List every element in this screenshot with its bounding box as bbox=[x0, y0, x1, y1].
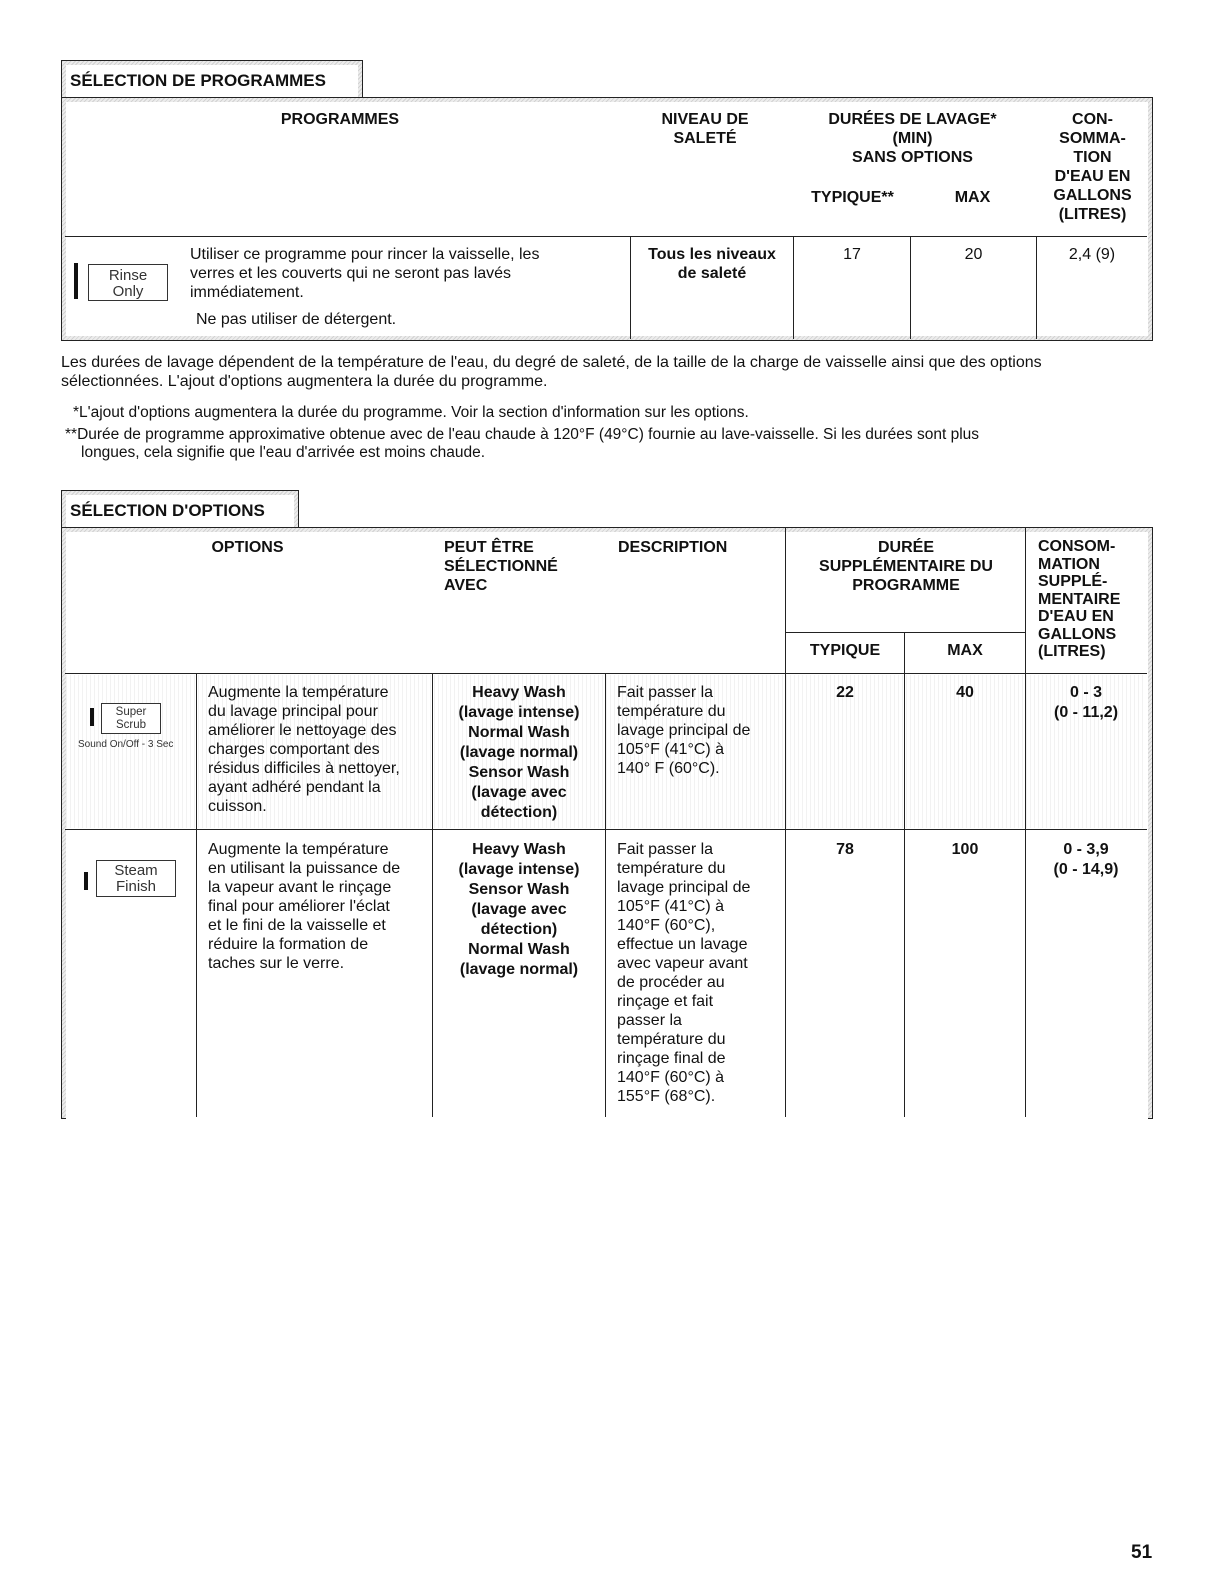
options-tab bbox=[61, 490, 299, 529]
page-number: 51 bbox=[1131, 1542, 1153, 1563]
header-typique-opt: TYPIQUE bbox=[809, 642, 881, 659]
steam-finish-button-icon: Steam Finish bbox=[96, 860, 176, 897]
options-header-divider bbox=[65, 673, 1147, 674]
options-col-divider bbox=[1025, 528, 1026, 673]
rinse-description: Utiliser ce programme pour rincer la vaisselle, les verres et les couverts qui ne seront pas lavés immédiatement. bbox=[190, 246, 540, 301]
super-scrub-button-icon: Super Scrub bbox=[101, 703, 161, 734]
programmes-header-divider bbox=[65, 236, 1147, 237]
header-description: DESCRIPTION bbox=[618, 539, 728, 556]
super-scrub-with: Heavy Wash (lavage intense) Normal Wash (lavage normal) Sensor Wash (lavage avec détection) bbox=[458, 684, 580, 821]
header-durees: DURÉES DE LAVAGE* (MIN) SANS OPTIONS bbox=[828, 111, 997, 166]
rinse-max: 20 bbox=[964, 246, 983, 263]
rinse-conso: 2,4 (9) bbox=[1068, 246, 1116, 263]
header-programmes: PROGRAMMES bbox=[280, 111, 400, 128]
steam-finish-description: Fait passer la température du lavage principal de 105°F (41°C) à 140°F (60°C), effectue un lavage avec vapeur avant de procéder au rinçage et fait passer la température du rinçage final de 140°F (60°C) à 155°F (68°C). bbox=[617, 841, 751, 1105]
footnote-double-star: **Durée de programme approximative obtenue avec de l'eau chaude à 120°F (49°C) fournie au lave-vaisselle. Si les durées sont plus longues, cela signifie que l'eau d'arrivée est moins chaude. bbox=[65, 426, 980, 461]
options-row-divider bbox=[65, 829, 1147, 830]
header-typique: TYPIQUE** bbox=[811, 189, 894, 206]
super-scrub-conso: 0 - 3 (0 - 11,2) bbox=[1053, 684, 1119, 721]
rinse-typique: 17 bbox=[843, 246, 861, 263]
footnote-star: *L'ajout d'options augmentera la durée du programme. Voir la section d'information sur les options. bbox=[73, 404, 749, 421]
header-niveau: NIVEAU DE SALETÉ bbox=[661, 111, 749, 147]
header-max-opt: MAX bbox=[947, 642, 983, 659]
super-scrub-indicator-icon bbox=[90, 708, 94, 726]
header-duree: DURÉE SUPPLÉMENTAIRE DU PROGRAMME bbox=[819, 539, 993, 594]
super-scrub-description: Fait passer la température du lavage principal de 105°F (41°C) à 140° F (60°C). bbox=[617, 684, 751, 777]
duree-subheader-divider bbox=[785, 632, 1026, 633]
options-tab-title: SÉLECTION D'OPTIONS bbox=[66, 495, 294, 529]
header-peut: PEUT ÊTRE SÉLECTIONNÉ AVEC bbox=[444, 539, 558, 594]
options-col-divider bbox=[785, 528, 786, 673]
durations-note: Les durées de lavage dépendent de la température de l'eau, du degré de saleté, de la taille de la charge de vaisselle ainsi que des options sélectionnées. L'ajout d'options augmentera la durée du programme. bbox=[61, 354, 1042, 390]
programmes-tab-title: SÉLECTION DE PROGRAMMES bbox=[66, 65, 358, 99]
steam-finish-indicator-icon bbox=[84, 872, 88, 890]
super-scrub-max: 40 bbox=[956, 684, 974, 701]
header-conso: CON- SOMMA- TION D'EAU EN GALLONS (LITRES) bbox=[1053, 111, 1132, 223]
rinse-niveau: Tous les niveaux de saleté bbox=[648, 246, 776, 282]
rinse-only-button-icon: Rinse Only bbox=[88, 264, 168, 301]
header-conso-opt: CONSOM- MATION SUPPLÉ- MENTAIRE D'EAU EN GALLONS (LITRES) bbox=[1038, 538, 1121, 660]
super-scrub-typique: 22 bbox=[836, 684, 854, 701]
steam-finish-with: Heavy Wash (lavage intense) Sensor Wash (lavage avec détection) Normal Wash (lavage normal) bbox=[458, 841, 580, 978]
options-col-divider bbox=[904, 632, 905, 673]
rinse-note: Ne pas utiliser de détergent. bbox=[196, 311, 397, 328]
steam-finish-option-text: Augmente la température en utilisant la puissance de la vapeur avant le rinçage final pour améliorer l'éclat et le fini de la vaisselle et réduire la formation de taches sur le verre. bbox=[208, 841, 401, 972]
steam-finish-conso: 0 - 3,9 (0 - 14,9) bbox=[1053, 841, 1119, 878]
super-scrub-sound-label: Sound On/Off - 3 Sec bbox=[78, 739, 174, 750]
header-max: MAX bbox=[954, 189, 991, 206]
programmes-tab bbox=[61, 60, 363, 99]
steam-finish-typique: 78 bbox=[836, 841, 854, 858]
header-options: OPTIONS bbox=[211, 539, 284, 556]
rinse-indicator-icon bbox=[74, 263, 78, 299]
super-scrub-option-text: Augmente la température du lavage principal pour améliorer le nettoyage des charges comportant des résidus difficiles à nettoyer, ayant adhéré pendant la cuisson. bbox=[208, 684, 400, 815]
steam-finish-max: 100 bbox=[951, 841, 979, 858]
